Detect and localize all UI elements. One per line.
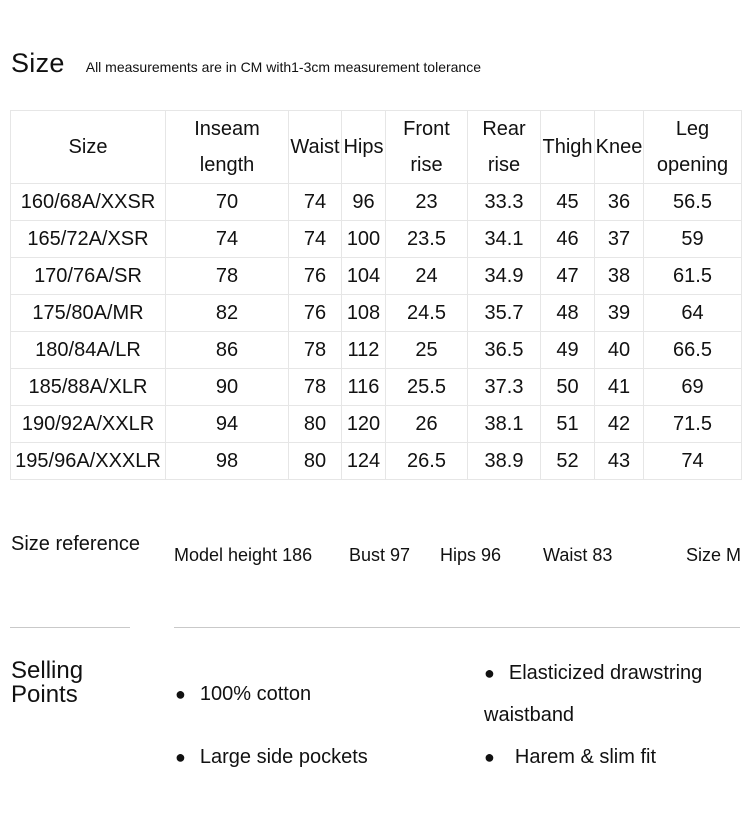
header-knee: Knee xyxy=(595,111,644,184)
table-cell: 37.3 xyxy=(468,369,541,406)
table-cell: 175/80A/MR xyxy=(11,295,166,332)
table-cell: 76 xyxy=(289,295,342,332)
table-cell: 36 xyxy=(595,184,644,221)
header-size: Size xyxy=(11,111,166,184)
header-inseam-length: Inseam length xyxy=(166,111,289,184)
model-bust: Bust 97 xyxy=(349,545,411,565)
table-cell: 25 xyxy=(386,332,468,369)
divider-right xyxy=(174,627,740,628)
bullet-icon: ● xyxy=(484,663,495,683)
table-cell: 23.5 xyxy=(386,221,468,258)
table-cell: 165/72A/XSR xyxy=(11,221,166,258)
table-cell: 70 xyxy=(166,184,289,221)
bullet-icon: ● xyxy=(175,747,186,767)
bullet-icon: ● xyxy=(484,747,495,767)
table-cell: 76 xyxy=(289,258,342,295)
table-cell: 98 xyxy=(166,443,289,480)
table-row xyxy=(11,332,742,369)
table-cell: 78 xyxy=(289,332,342,369)
table-cell: 38 xyxy=(595,258,644,295)
table-cell: 42 xyxy=(595,406,644,443)
table-cell: 61.5 xyxy=(644,258,742,295)
table-cell: 23 xyxy=(386,184,468,221)
selling-point-text: Elasticized drawstring xyxy=(508,662,703,684)
model-waist: Waist 83 xyxy=(543,545,613,565)
table-row xyxy=(11,184,742,221)
table-cell: 180/84A/LR xyxy=(11,332,166,369)
selling-points-label: Selling Points xyxy=(11,657,84,708)
selling-point-drawstring xyxy=(484,662,702,685)
table-cell: 74 xyxy=(166,221,289,258)
table-cell: 74 xyxy=(644,443,742,480)
size-title: Size xyxy=(11,48,65,78)
table-cell: 38.9 xyxy=(468,443,541,480)
table-cell: 112 xyxy=(342,332,386,369)
table-row xyxy=(11,369,742,406)
header-leg-opening: Leg opening xyxy=(644,111,742,184)
table-cell: 94 xyxy=(166,406,289,443)
table-cell: 35.7 xyxy=(468,295,541,332)
table-cell: 185/88A/XLR xyxy=(11,369,166,406)
table-cell: 46 xyxy=(541,221,595,258)
size-header xyxy=(11,48,481,79)
table-cell: 120 xyxy=(342,406,386,443)
table-cell: 45 xyxy=(541,184,595,221)
divider-left xyxy=(10,627,130,628)
table-cell: 190/92A/XXLR xyxy=(11,406,166,443)
table-cell: 66.5 xyxy=(644,332,742,369)
table-cell: 86 xyxy=(166,332,289,369)
table-row xyxy=(11,258,742,295)
table-cell: 69 xyxy=(644,369,742,406)
table-row xyxy=(11,406,742,443)
header-front-rise: Front rise xyxy=(386,111,468,184)
table-cell: 170/76A/SR xyxy=(11,258,166,295)
selling-point-text: Large side pockets xyxy=(199,746,368,768)
table-cell: 25.5 xyxy=(386,369,468,406)
header-waist: Waist xyxy=(289,111,342,184)
table-cell: 26.5 xyxy=(386,443,468,480)
table-cell: 38.1 xyxy=(468,406,541,443)
selling-point-cotton xyxy=(175,683,311,706)
table-row xyxy=(11,221,742,258)
table-cell: 78 xyxy=(289,369,342,406)
table-cell: 59 xyxy=(644,221,742,258)
table-cell: 96 xyxy=(342,184,386,221)
table-row xyxy=(11,295,742,332)
header-rear-rise: Rear rise xyxy=(468,111,541,184)
selling-point-text: Harem & slim fit xyxy=(514,746,656,768)
table-cell: 36.5 xyxy=(468,332,541,369)
table-cell: 80 xyxy=(289,406,342,443)
measurement-note: All measurements are in CM with1-3cm measurement tolerance xyxy=(85,59,481,75)
table-cell: 40 xyxy=(595,332,644,369)
table-cell: 49 xyxy=(541,332,595,369)
table-cell: 24.5 xyxy=(386,295,468,332)
table-cell: 104 xyxy=(342,258,386,295)
size-table-header-row xyxy=(11,111,742,184)
table-cell: 108 xyxy=(342,295,386,332)
table-cell: 24 xyxy=(386,258,468,295)
selling-point-text: 100% cotton xyxy=(199,683,312,705)
selling-point-pockets xyxy=(175,746,368,769)
table-cell: 34.9 xyxy=(468,258,541,295)
table-cell: 124 xyxy=(342,443,386,480)
table-cell: 195/96A/XXXLR xyxy=(11,443,166,480)
table-cell: 43 xyxy=(595,443,644,480)
model-size: Size M xyxy=(686,545,742,565)
table-cell: 90 xyxy=(166,369,289,406)
table-cell: 100 xyxy=(342,221,386,258)
size-reference-label: Size reference xyxy=(11,533,140,555)
table-cell: 74 xyxy=(289,221,342,258)
table-cell: 78 xyxy=(166,258,289,295)
table-cell: 41 xyxy=(595,369,644,406)
table-row xyxy=(11,443,742,480)
model-hips: Hips 96 xyxy=(440,545,502,565)
table-cell: 52 xyxy=(541,443,595,480)
table-cell: 48 xyxy=(541,295,595,332)
table-cell: 160/68A/XXSR xyxy=(11,184,166,221)
table-cell: 82 xyxy=(166,295,289,332)
size-table xyxy=(10,110,742,480)
table-cell: 71.5 xyxy=(644,406,742,443)
table-cell: 26 xyxy=(386,406,468,443)
table-cell: 51 xyxy=(541,406,595,443)
table-cell: 50 xyxy=(541,369,595,406)
model-height: Model height 186 xyxy=(174,545,313,565)
table-cell: 56.5 xyxy=(644,184,742,221)
selling-point-fit xyxy=(484,746,656,769)
table-cell: 80 xyxy=(289,443,342,480)
header-hips: Hips xyxy=(342,111,386,184)
table-cell: 34.1 xyxy=(468,221,541,258)
table-cell: 37 xyxy=(595,221,644,258)
table-cell: 116 xyxy=(342,369,386,406)
table-cell: 33.3 xyxy=(468,184,541,221)
selling-point-drawstring-cont: waistband xyxy=(484,704,575,726)
header-thigh: Thigh xyxy=(541,111,595,184)
table-cell: 64 xyxy=(644,295,742,332)
bullet-icon: ● xyxy=(175,684,186,704)
table-cell: 39 xyxy=(595,295,644,332)
table-cell: 74 xyxy=(289,184,342,221)
table-cell: 47 xyxy=(541,258,595,295)
